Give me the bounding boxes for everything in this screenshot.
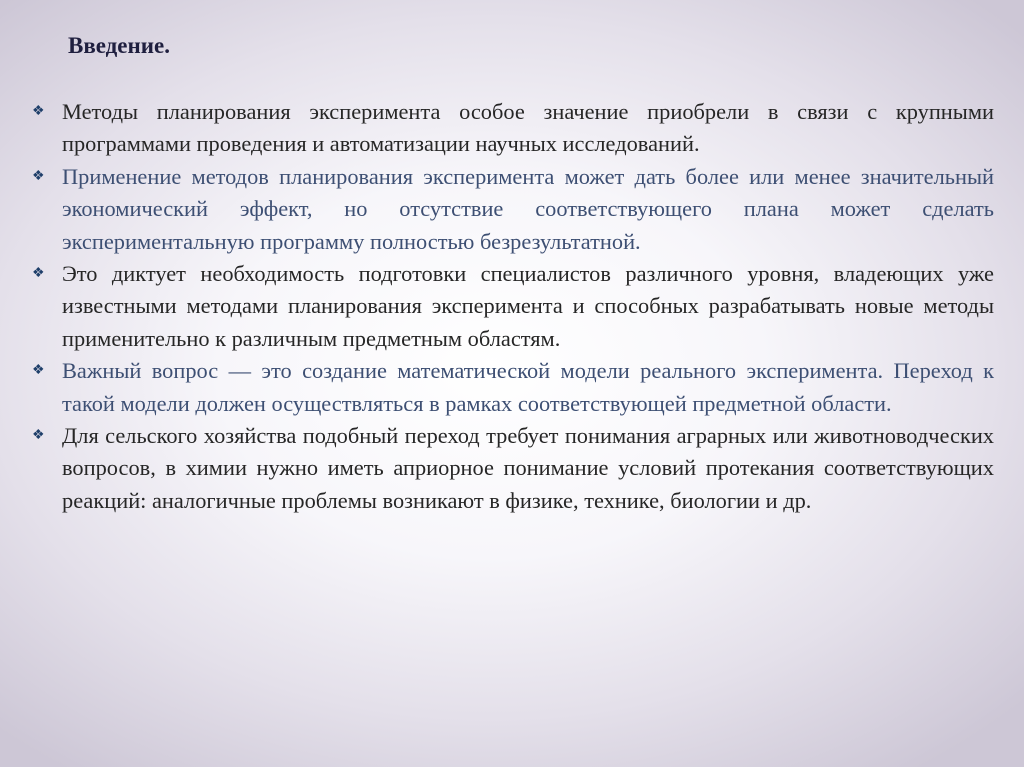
- bullet-text: Применение методов планирования эксперимента может дать более или менее значительный экономический эффект, но отсутствие соответствующего плана может сделать экспериментальную программу полностью безрезультатной.: [62, 163, 994, 254]
- diamond-quad-bullet-icon: ❖: [32, 363, 45, 379]
- bullet-text: Важный вопрос — это создание математической модели реального эксперимента. Переход к такой модели должен осуществляться в рамках соответствующей предметной области.: [62, 358, 994, 416]
- diamond-quad-bullet-icon: ❖: [32, 168, 45, 184]
- bullet-item: [32, 258, 994, 355]
- bullet-item: [32, 355, 994, 420]
- bullet-list: [32, 96, 994, 517]
- bullet-item: [32, 161, 994, 258]
- bullet-text: Методы планирования эксперимента особое значение приобрели в связи с крупными программами проведения и автоматизации научных исследований.: [62, 99, 994, 157]
- bullet-item: [32, 96, 994, 161]
- diamond-quad-bullet-icon: ❖: [32, 428, 45, 444]
- bullet-item: [32, 420, 994, 517]
- slide-title: Введение.: [68, 33, 170, 58]
- diamond-quad-bullet-icon: ❖: [32, 104, 45, 119]
- diamond-quad-bullet-icon: ❖: [32, 266, 45, 282]
- bullet-text: Это диктует необходимость подготовки специалистов различного уровня, владеющих уже известными методами планирования эксперимента и способных разрабатывать новые методы применительно к различным предметным областям.: [62, 261, 994, 351]
- bullet-text: Для сельского хозяйства подобный переход требует понимания аграрных или животноводческих вопросов, в химии нужно иметь априорное понимание условий протекания соответствующих реакций: аналогичные проблемы возникают в физике, технике, биологии и др.: [62, 423, 994, 513]
